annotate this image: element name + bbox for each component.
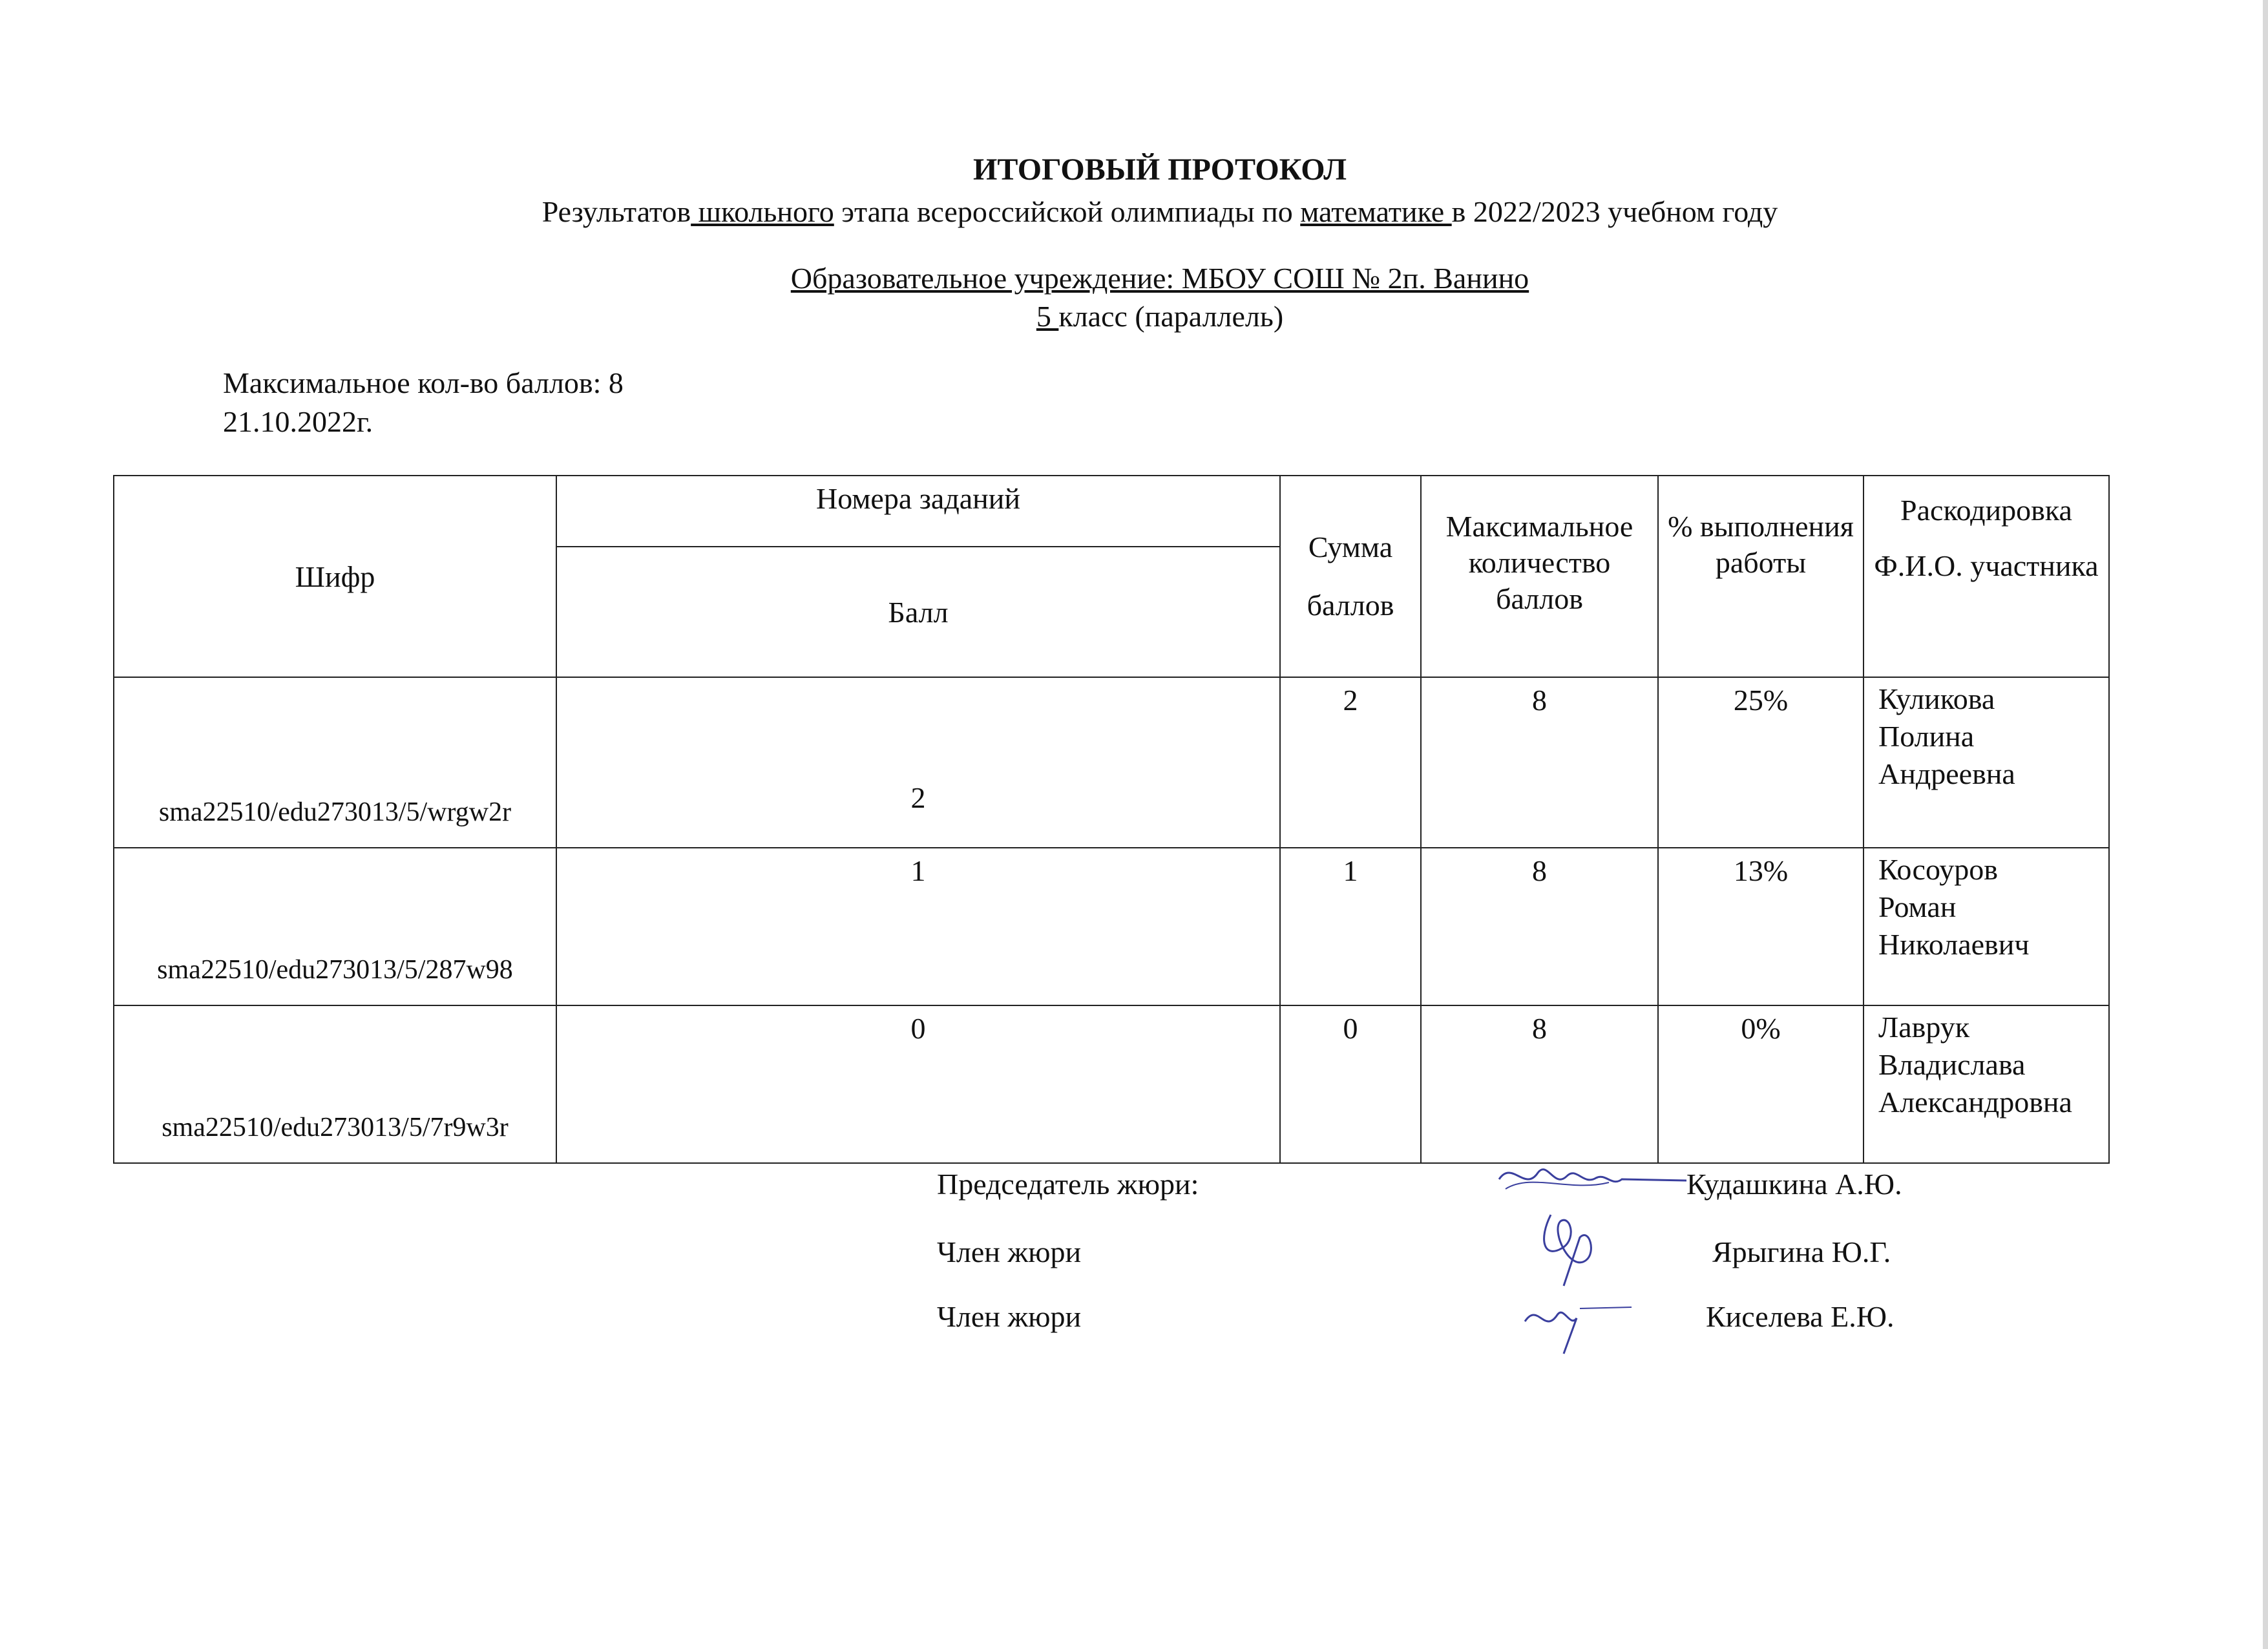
cell-max: 8	[1421, 677, 1658, 848]
header-cipher: Шифр	[114, 476, 556, 677]
cell-score: 1	[556, 848, 1280, 1005]
grade-suffix: класс (параллель)	[1058, 300, 1284, 333]
participant-first-name: Роман	[1878, 890, 1957, 923]
chair-name: Кудашкина А.Ю.	[1686, 1168, 1902, 1201]
cell-cipher: sma22510/edu273013/5/wrgw2r	[114, 677, 556, 848]
cell-sum: 2	[1280, 677, 1421, 848]
cell-participant	[1864, 1005, 2109, 1163]
table-row	[114, 677, 2109, 848]
participant-surname: Куликова	[1878, 682, 1995, 715]
header-sum-line1: Сумма	[1308, 530, 1393, 563]
school-name: Образовательное учреждение: МБОУ СОШ № 2п. Ванино	[790, 262, 1529, 295]
subtitle-prefix: Результатов	[541, 195, 691, 228]
member1-name: Ярыгина Ю.Г.	[1712, 1235, 1891, 1268]
cell-percent: 13%	[1658, 848, 1864, 1005]
document-title: ИТОГОВЫЙ ПРОТОКОЛ	[973, 152, 1347, 187]
cell-participant	[1864, 677, 2109, 848]
header-score: Балл	[556, 547, 1280, 677]
header-sum-line2: баллов	[1307, 589, 1394, 622]
participant-patronymic: Александровна	[1878, 1086, 2072, 1119]
subtitle-suffix: в 2022/2023 учебном году	[1451, 195, 1778, 228]
cell-participant	[1864, 848, 2109, 1005]
cell-cipher: sma22510/edu273013/5/7r9w3r	[114, 1005, 556, 1163]
subtitle-middle: этапа всероссийской олимпиады по	[834, 195, 1293, 228]
member2-role: Член жюри	[937, 1300, 1082, 1333]
participant-first-name: Полина	[1878, 720, 1975, 753]
olympiad-stage: школьного	[691, 195, 834, 228]
participant-first-name: Владислава	[1878, 1048, 2026, 1081]
participant-surname: Косоуров	[1878, 853, 1998, 886]
grade-line	[26, 299, 2268, 335]
participant-patronymic: Николаевич	[1878, 928, 2030, 961]
member1-signature	[1525, 1202, 1622, 1292]
header-max-points: Максимальное количество баллов	[1421, 476, 1658, 677]
participant-patronymic: Андреевна	[1878, 757, 2015, 790]
cell-max: 8	[1421, 1005, 1658, 1163]
scan-edge	[2263, 0, 2268, 1649]
cell-percent: 25%	[1658, 677, 1864, 848]
table-header-row	[114, 476, 2109, 547]
participant-surname: Лаврук	[1878, 1011, 1970, 1044]
cell-percent: 0%	[1658, 1005, 1864, 1163]
member2-name: Киселева Е.Ю.	[1706, 1300, 1895, 1333]
header-task-numbers: Номера заданий	[556, 476, 1280, 547]
cell-score: 2	[556, 677, 1280, 848]
header-sum	[1280, 476, 1421, 677]
member1-role: Член жюри	[937, 1235, 1082, 1268]
cell-score: 0	[556, 1005, 1280, 1163]
olympiad-subject: математике	[1300, 195, 1452, 228]
cell-max: 8	[1421, 848, 1658, 1005]
document-subtitle	[26, 194, 2268, 230]
header-fio-label: Ф.И.О. участника	[1874, 549, 2099, 582]
header-decode	[1864, 476, 2109, 677]
olympiad-date: 21.10.2022г.	[223, 405, 373, 438]
table-row	[114, 1005, 2109, 1163]
header-percent: % выполнения работы	[1658, 476, 1864, 677]
chair-signature	[1493, 1153, 1693, 1205]
cell-cipher: sma22510/edu273013/5/287w98	[114, 848, 556, 1005]
cell-sum: 0	[1280, 1005, 1421, 1163]
table-row	[114, 848, 2109, 1005]
chair-role: Председатель жюри:	[937, 1168, 1199, 1201]
cell-sum: 1	[1280, 848, 1421, 1005]
grade-number: 5	[1036, 300, 1059, 333]
results-table	[113, 475, 2110, 1164]
header-decode-label: Раскодировка	[1900, 494, 2072, 527]
member2-signature	[1512, 1283, 1641, 1360]
max-points-line: Максимальное кол-во баллов: 8	[223, 366, 624, 399]
